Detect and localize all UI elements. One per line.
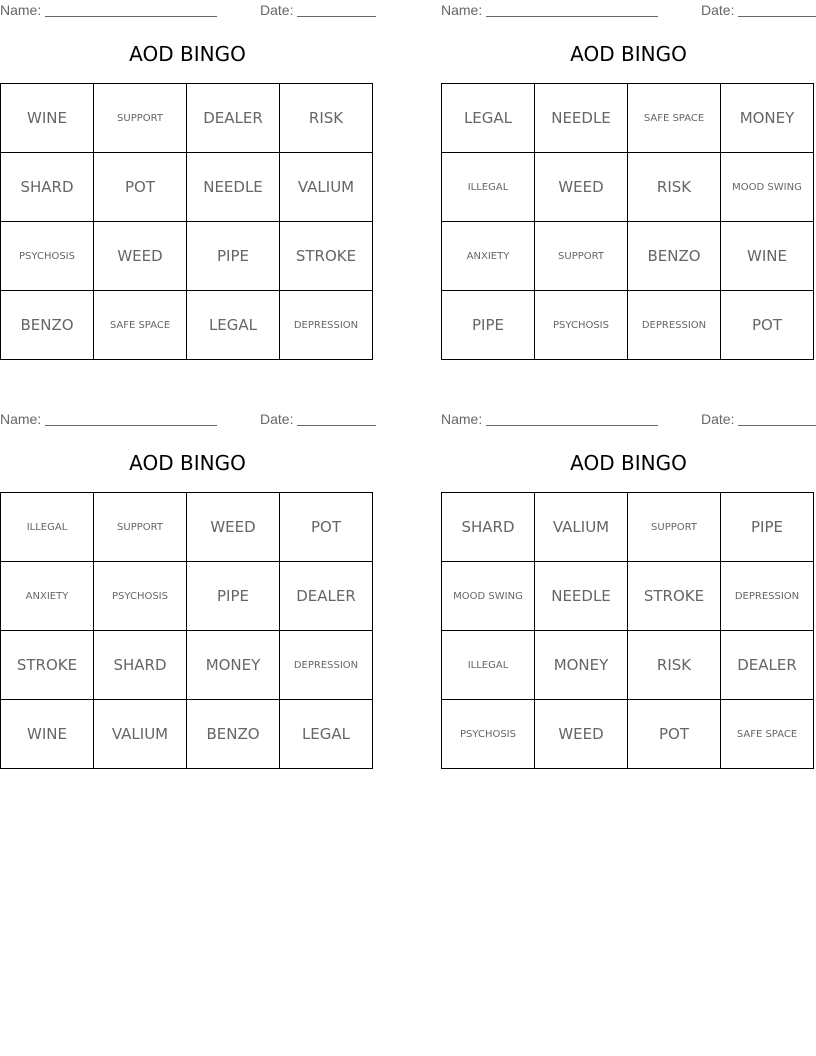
bingo-cell: WEED: [94, 222, 187, 291]
name-label: Name:: [441, 411, 483, 427]
bingo-cell: WINE: [1, 84, 94, 153]
grid-row: [1, 291, 373, 360]
bingo-cell: BENZO: [187, 700, 280, 769]
name-date-row: [441, 409, 816, 429]
bingo-cell: ILLEGAL: [442, 631, 535, 700]
bingo-cell: DEPRESSION: [280, 291, 373, 360]
grid-row: [1, 493, 373, 562]
grid-row: [1, 84, 373, 153]
bingo-cell: WEED: [535, 700, 628, 769]
grid-row: [442, 631, 814, 700]
bingo-cell: PSYCHOSIS: [94, 562, 187, 631]
name-blank-line: [486, 2, 658, 17]
grid-row: [442, 222, 814, 291]
date-blank-line: [738, 411, 816, 426]
bingo-cell: NEEDLE: [187, 153, 280, 222]
name-label: Name:: [0, 2, 42, 18]
date-label: Date:: [260, 411, 294, 427]
bingo-cell: VALIUM: [280, 153, 373, 222]
bingo-cell: DEPRESSION: [628, 291, 721, 360]
bingo-grid: [441, 83, 814, 360]
bingo-cell: POT: [280, 493, 373, 562]
bingo-cell: POT: [628, 700, 721, 769]
grid-row: [1, 700, 373, 769]
bingo-cell: SUPPORT: [535, 222, 628, 291]
name-blank-line: [45, 411, 217, 426]
card-title: AOD BINGO: [129, 451, 246, 475]
bingo-cell: SUPPORT: [94, 84, 187, 153]
bingo-cell: WINE: [1, 700, 94, 769]
bingo-cell: PIPE: [721, 493, 814, 562]
bingo-cell: PSYCHOSIS: [442, 700, 535, 769]
date-blank-line: [297, 2, 376, 17]
bingo-grid: [0, 492, 373, 769]
card-title: AOD BINGO: [570, 451, 687, 475]
name-blank-line: [486, 411, 658, 426]
grid-row: [1, 153, 373, 222]
bingo-cell: WEED: [187, 493, 280, 562]
date-blank-line: [738, 2, 816, 17]
bingo-cell: MONEY: [721, 84, 814, 153]
bingo-cell: WEED: [535, 153, 628, 222]
bingo-cell: PSYCHOSIS: [1, 222, 94, 291]
bingo-cell: RISK: [628, 631, 721, 700]
grid-row: [442, 700, 814, 769]
bingo-cell: MOOD SWING: [442, 562, 535, 631]
bingo-cell: SAFE SPACE: [628, 84, 721, 153]
name-label: Name:: [0, 411, 42, 427]
bingo-cell: LEGAL: [442, 84, 535, 153]
bingo-cell: PIPE: [442, 291, 535, 360]
bingo-grid: [0, 83, 373, 360]
bingo-cell: ANXIETY: [1, 562, 94, 631]
bingo-cell: NEEDLE: [535, 562, 628, 631]
grid-row: [442, 291, 814, 360]
bingo-cell: SUPPORT: [94, 493, 187, 562]
bingo-cell: DEALER: [721, 631, 814, 700]
bingo-cell: LEGAL: [187, 291, 280, 360]
grid-row: [1, 222, 373, 291]
bingo-cell: MONEY: [535, 631, 628, 700]
card-title: AOD BINGO: [570, 42, 687, 66]
bingo-cell: SHARD: [1, 153, 94, 222]
name-date-row: [441, 0, 816, 20]
card-title: AOD BINGO: [129, 42, 246, 66]
name-label: Name:: [441, 2, 483, 18]
bingo-cell: PIPE: [187, 222, 280, 291]
bingo-cell: ILLEGAL: [442, 153, 535, 222]
bingo-cell: STROKE: [1, 631, 94, 700]
bingo-cell: RISK: [280, 84, 373, 153]
bingo-cell: ILLEGAL: [1, 493, 94, 562]
bingo-cell: DEPRESSION: [280, 631, 373, 700]
date-label: Date:: [701, 2, 735, 18]
bingo-cell: SHARD: [442, 493, 535, 562]
bingo-cell: BENZO: [628, 222, 721, 291]
bingo-cell: MONEY: [187, 631, 280, 700]
bingo-cell: POT: [94, 153, 187, 222]
bingo-cell: ANXIETY: [442, 222, 535, 291]
bingo-cell: SUPPORT: [628, 493, 721, 562]
bingo-cell: STROKE: [628, 562, 721, 631]
name-blank-line: [45, 2, 217, 17]
date-blank-line: [297, 411, 376, 426]
date-label: Date:: [260, 2, 294, 18]
grid-row: [442, 153, 814, 222]
bingo-cell: DEALER: [280, 562, 373, 631]
name-date-row: [0, 0, 380, 20]
grid-row: [1, 562, 373, 631]
bingo-cell: STROKE: [280, 222, 373, 291]
bingo-cell: RISK: [628, 153, 721, 222]
bingo-cell: NEEDLE: [535, 84, 628, 153]
bingo-cell: DEALER: [187, 84, 280, 153]
grid-row: [1, 631, 373, 700]
bingo-cell: DEPRESSION: [721, 562, 814, 631]
grid-row: [442, 493, 814, 562]
bingo-cell: BENZO: [1, 291, 94, 360]
bingo-cell: VALIUM: [94, 700, 187, 769]
bingo-cell: MOOD SWING: [721, 153, 814, 222]
grid-row: [442, 84, 814, 153]
bingo-grid: [441, 492, 814, 769]
bingo-cell: PSYCHOSIS: [535, 291, 628, 360]
bingo-cell: VALIUM: [535, 493, 628, 562]
bingo-cell: LEGAL: [280, 700, 373, 769]
name-date-row: [0, 409, 380, 429]
date-label: Date:: [701, 411, 735, 427]
grid-row: [442, 562, 814, 631]
bingo-cell: SAFE SPACE: [94, 291, 187, 360]
bingo-cell: PIPE: [187, 562, 280, 631]
bingo-cell: SHARD: [94, 631, 187, 700]
bingo-cell: WINE: [721, 222, 814, 291]
bingo-cell: SAFE SPACE: [721, 700, 814, 769]
bingo-cell: POT: [721, 291, 814, 360]
